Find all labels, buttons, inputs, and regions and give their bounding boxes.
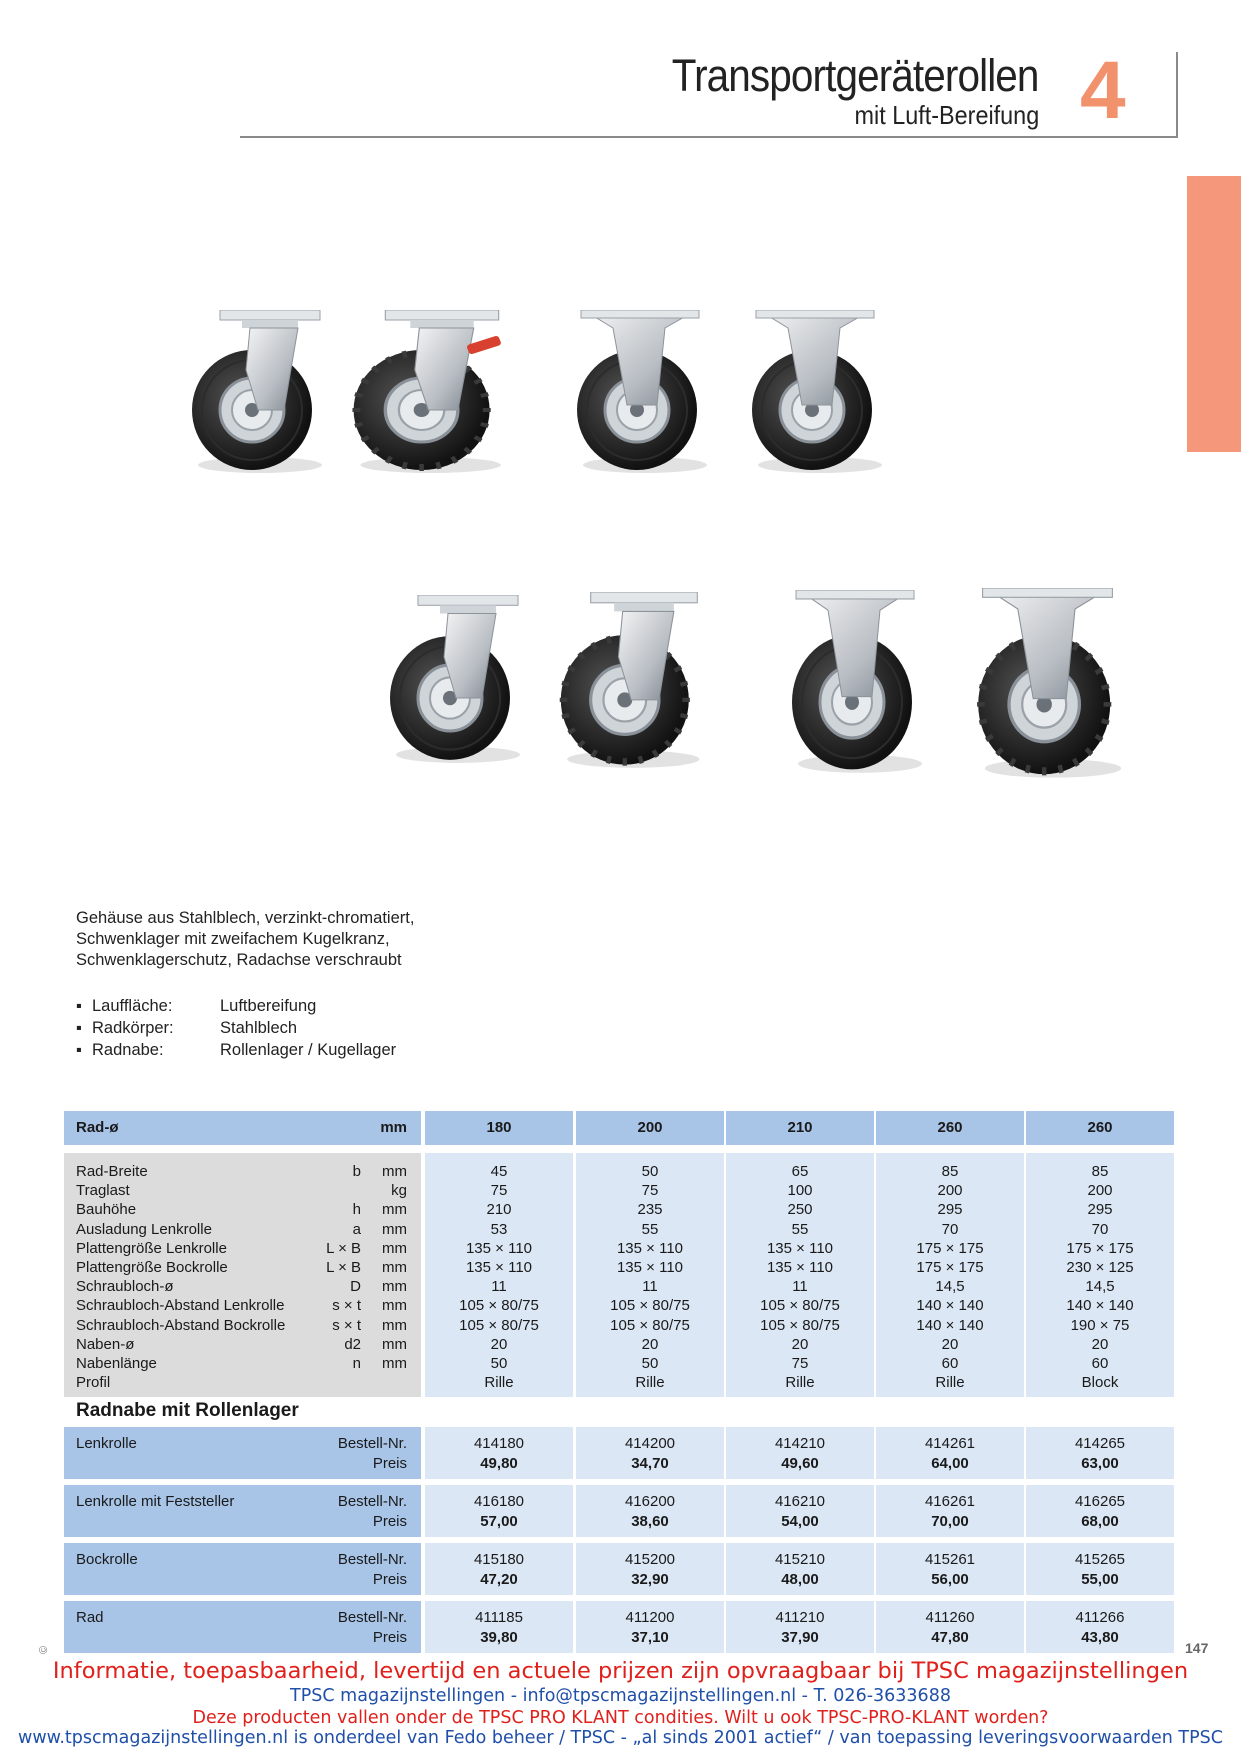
chapter-side-tab: [1187, 176, 1241, 452]
swivel-castor-icon: [548, 592, 708, 770]
spec-label: Schraubloch-ø: [76, 1278, 174, 1296]
page-title: Transportgeräterollen: [672, 50, 1039, 101]
product-price-cell: [726, 1485, 874, 1537]
spec-label: Naben-ø: [76, 1335, 135, 1353]
spec-unit: mm: [382, 1259, 407, 1276]
price: 70,00: [931, 1513, 969, 1530]
product-price-cell: [425, 1543, 573, 1595]
spec-symbol: a: [352, 1220, 361, 1238]
spec-unit: mm: [382, 1239, 407, 1257]
spec-value: 105 × 80/75: [459, 1316, 539, 1334]
spec-value: 75: [641, 1182, 659, 1200]
table-header-label-cell: [64, 1111, 421, 1145]
price: 34,70: [631, 1455, 669, 1472]
product-price-cell: [876, 1543, 1024, 1595]
price: 55,00: [1081, 1571, 1119, 1588]
spec-value: 175 × 175: [916, 1259, 984, 1276]
feature-value: Rollenlager / Kugellager: [220, 1041, 397, 1059]
table-column-header: 260: [1026, 1111, 1174, 1145]
order-number-key: Bestell-Nr.: [337, 1435, 407, 1452]
spec-value: 105 × 80/75: [760, 1297, 840, 1315]
table-column-header: 260: [876, 1111, 1024, 1145]
product-row-label: [64, 1427, 421, 1479]
spec-label: Bauhöhe: [76, 1201, 137, 1219]
table-column-header: 180: [425, 1111, 573, 1145]
product-price-cell: [425, 1485, 573, 1537]
product-price-cell: [876, 1601, 1024, 1653]
spec-value: 295: [937, 1201, 963, 1219]
product-price-cell: [726, 1601, 874, 1653]
spec-value: 20: [490, 1335, 508, 1353]
order-number: 414261: [924, 1435, 976, 1452]
product-price-cell: [1026, 1427, 1174, 1479]
order-number: 414210: [774, 1435, 826, 1452]
product-description: [76, 908, 414, 971]
spec-value: 11: [642, 1278, 658, 1296]
description-line: Gehäuse aus Stahlblech, verzinkt-chromatiert,: [76, 909, 415, 927]
price: 38,60: [631, 1513, 669, 1530]
bullet-icon: ▪: [76, 1041, 82, 1059]
spec-value: 140 × 140: [916, 1316, 984, 1334]
product-row-label: [64, 1543, 421, 1595]
spec-unit: mm: [382, 1297, 407, 1315]
bullet-icon: ▪: [76, 1019, 82, 1037]
spec-row-label: [64, 1354, 421, 1373]
spec-value: 140 × 140: [916, 1297, 984, 1315]
price: 48,00: [781, 1571, 819, 1588]
spec-value: 50: [641, 1163, 659, 1180]
spec-row-label: [64, 1220, 421, 1239]
spec-value: 295: [1087, 1201, 1113, 1219]
spec-unit: mm: [382, 1278, 407, 1296]
spec-label: Plattengröße Bockrolle: [76, 1259, 228, 1276]
price-key: Preis: [372, 1513, 407, 1530]
spec-value: 50: [641, 1355, 659, 1372]
description-line: Schwenklagerschutz, Radachse verschraubt: [76, 951, 402, 969]
product-name: Lenkrolle mit Feststeller: [76, 1493, 235, 1510]
bullet-icon: ▪: [76, 997, 82, 1015]
spec-value: 45: [490, 1163, 508, 1180]
spec-value: Rille: [635, 1374, 665, 1392]
price: 57,00: [480, 1513, 518, 1530]
spec-row-label: [64, 1277, 421, 1296]
spec-value: 14,5: [1085, 1278, 1115, 1296]
fixed-castor-icon: [565, 310, 715, 475]
product-row-label: [64, 1601, 421, 1653]
price: 47,20: [480, 1571, 518, 1588]
order-number: 416210: [774, 1493, 826, 1510]
spec-value: 60: [941, 1355, 959, 1372]
price: 49,60: [781, 1455, 819, 1472]
spec-value: 190 × 75: [1070, 1316, 1130, 1334]
spec-label: Rad-Breite: [76, 1163, 148, 1180]
order-number-key: Bestell-Nr.: [337, 1551, 407, 1568]
spec-value: 135 × 110: [766, 1239, 834, 1257]
order-number: 414265: [1074, 1435, 1126, 1452]
spec-unit: mm: [382, 1201, 407, 1219]
spec-row-label: [64, 1162, 421, 1181]
price: 47,80: [931, 1629, 969, 1646]
spec-row-label: [64, 1181, 421, 1200]
spec-symbol: d2: [344, 1335, 361, 1353]
spec-symbol: s × t: [332, 1316, 361, 1334]
product-price-cell: [726, 1427, 874, 1479]
spec-value: 14,5: [935, 1278, 965, 1296]
spec-unit: kg: [391, 1182, 407, 1200]
order-number: 414200: [624, 1435, 676, 1452]
price: 68,00: [1081, 1513, 1119, 1530]
swivel-castor-icon: [378, 595, 528, 765]
spec-value-column: [576, 1153, 724, 1397]
product-price-cell: [876, 1485, 1024, 1537]
spec-value: Rille: [935, 1374, 965, 1392]
spec-row-label: [64, 1335, 421, 1354]
order-number: 415210: [774, 1551, 826, 1568]
spec-value: 135 × 110: [465, 1259, 533, 1276]
spec-symbol: L × B: [326, 1239, 361, 1257]
spec-label: Profil: [76, 1374, 111, 1392]
spec-label: Traglast: [76, 1182, 130, 1200]
footer-company-line: www.tpscmagazijnstellingen.nl is onderdeel van Fedo beheer / TPSC - „al sinds 2001 actief“ / van toepassing leveringsvoorwaarden TPSC: [18, 1728, 1223, 1748]
spec-value-column: [726, 1153, 874, 1397]
price: 49,80: [480, 1455, 518, 1472]
spec-value: 55: [641, 1220, 659, 1238]
order-number: 416180: [473, 1493, 525, 1510]
spec-value: 105 × 80/75: [760, 1316, 840, 1334]
spec-value: 53: [490, 1220, 508, 1238]
order-number: 411200: [625, 1609, 675, 1626]
order-number: 416200: [624, 1493, 676, 1510]
product-price-cell: [576, 1601, 724, 1653]
spec-symbol: s × t: [332, 1297, 361, 1315]
copyright-mark: ©: [38, 1645, 51, 1655]
spec-symbol: n: [352, 1355, 361, 1372]
product-name: Lenkrolle: [76, 1435, 137, 1452]
product-price-cell: [576, 1543, 724, 1595]
price: 32,90: [631, 1571, 669, 1588]
spec-row-label: [64, 1200, 421, 1219]
spec-value-column: [425, 1153, 573, 1397]
page-subtitle: mit Luft-Bereifung: [854, 100, 1039, 130]
spec-value: 175 × 175: [1066, 1239, 1134, 1257]
feature-label: Lauffläche:: [92, 997, 173, 1015]
page-number: 147: [1185, 1640, 1209, 1656]
price: 56,00: [931, 1571, 969, 1588]
table-column-header: 200: [576, 1111, 724, 1145]
spec-value: 210: [486, 1201, 512, 1219]
spec-value: 60: [1091, 1355, 1109, 1372]
product-price-cell: [726, 1543, 874, 1595]
footer-contact-line: TPSC magazijnstellingen - info@tpscmagazijnstellingen.nl - T. 026-3633688: [290, 1686, 951, 1706]
order-number: 414180: [473, 1435, 525, 1452]
spec-value: 20: [791, 1335, 809, 1353]
spec-value: 20: [1091, 1335, 1109, 1353]
spec-row-label: [64, 1316, 421, 1335]
spec-unit: mm: [382, 1220, 407, 1238]
spec-value: 135 × 110: [616, 1239, 684, 1257]
product-price-cell: [576, 1485, 724, 1537]
spec-value: 105 × 80/75: [459, 1297, 539, 1315]
feature-item: [76, 1039, 396, 1061]
feature-item: [76, 995, 396, 1017]
spec-value: 85: [1091, 1163, 1109, 1180]
spec-symbol: h: [352, 1201, 361, 1219]
product-row-label: [64, 1485, 421, 1537]
table-column-header: 210: [726, 1111, 874, 1145]
spec-value: 65: [791, 1163, 809, 1180]
order-number: 415180: [473, 1551, 525, 1568]
spec-value: 135 × 110: [616, 1259, 684, 1276]
spec-value: 200: [1087, 1182, 1113, 1200]
section-title: Radnabe mit Rollenlager: [76, 1400, 299, 1421]
footer-pro-line: Deze producten vallen onder de TPSC PRO KLANT condities. Wilt u ook TPSC-PRO-KLANT worden?: [192, 1708, 1049, 1728]
spec-value: 135 × 110: [766, 1259, 834, 1276]
price-key: Preis: [372, 1629, 407, 1646]
spec-value: 55: [791, 1220, 809, 1238]
order-number: 416265: [1074, 1493, 1126, 1510]
fixed-castor-icon: [740, 310, 890, 475]
order-number: 411266: [1075, 1609, 1125, 1626]
price-key: Preis: [372, 1571, 407, 1588]
price: 37,10: [631, 1629, 669, 1646]
spec-value: 100: [787, 1182, 813, 1200]
header-rule: [240, 136, 1178, 138]
price: 37,90: [781, 1629, 819, 1646]
spec-value: 230 × 125: [1066, 1259, 1134, 1276]
spec-row-label: [64, 1239, 421, 1258]
spec-value: 70: [1091, 1220, 1109, 1238]
swivel-castor-brake-icon: [340, 310, 510, 475]
fixed-castor-icon: [965, 588, 1130, 780]
price: 39,80: [480, 1629, 518, 1646]
spec-label: Schraubloch-Abstand Lenkrolle: [76, 1297, 285, 1315]
spec-value: 140 × 140: [1066, 1297, 1134, 1315]
spec-value: 105 × 80/75: [610, 1297, 690, 1315]
feature-list: [76, 995, 396, 1061]
header-vertical-rule: [1176, 52, 1178, 138]
price: 43,80: [1081, 1629, 1119, 1646]
order-number: 415261: [924, 1551, 976, 1568]
spec-unit: mm: [382, 1335, 407, 1353]
spec-value: 250: [787, 1201, 813, 1219]
chapter-number: 4: [1080, 45, 1126, 136]
feature-value: Stahlblech: [220, 1019, 298, 1037]
spec-label-column: [64, 1153, 421, 1397]
spec-value: Rille: [785, 1374, 815, 1392]
order-number-key: Bestell-Nr.: [337, 1609, 407, 1626]
spec-value: 11: [792, 1278, 808, 1296]
description-line: Schwenklager mit zweifachem Kugelkranz,: [76, 930, 390, 948]
table-header-label: Rad-ø: [76, 1119, 119, 1136]
product-name: Rad: [76, 1609, 104, 1626]
spec-value: 20: [641, 1335, 659, 1353]
spec-value: 70: [941, 1220, 959, 1238]
spec-unit: mm: [382, 1163, 407, 1180]
order-number: 411210: [775, 1609, 825, 1626]
spec-value: 75: [791, 1355, 809, 1372]
spec-symbol: L × B: [326, 1259, 361, 1276]
spec-row-label: [64, 1296, 421, 1315]
table-header-unit: mm: [380, 1119, 407, 1136]
product-price-cell: [1026, 1601, 1174, 1653]
spec-value: 175 × 175: [916, 1239, 984, 1257]
spec-value: Block: [1081, 1374, 1119, 1392]
order-number: 416261: [924, 1493, 976, 1510]
spec-row-label: [64, 1373, 421, 1392]
order-number: 411185: [475, 1609, 523, 1626]
spec-value-column: [1026, 1153, 1174, 1397]
price-key: Preis: [372, 1455, 407, 1472]
spec-label: Schraubloch-Abstand Bockrolle: [76, 1316, 286, 1334]
feature-value: Luftbereifung: [220, 997, 317, 1015]
spec-value: Rille: [484, 1374, 514, 1392]
product-price-cell: [876, 1427, 1024, 1479]
spec-value: 105 × 80/75: [610, 1316, 690, 1334]
spec-value: 135 × 110: [465, 1239, 533, 1257]
order-number-key: Bestell-Nr.: [337, 1493, 407, 1510]
feature-label: Radkörper:: [92, 1019, 174, 1037]
spec-label: Nabenlänge: [76, 1355, 157, 1372]
price: 64,00: [931, 1455, 969, 1472]
spec-unit: mm: [382, 1355, 407, 1372]
price: 63,00: [1081, 1455, 1119, 1472]
fixed-castor-icon: [780, 590, 930, 775]
spec-symbol: b: [352, 1163, 361, 1180]
spec-label: Ausladung Lenkrolle: [76, 1220, 212, 1238]
spec-unit: mm: [382, 1316, 407, 1334]
footer-info-line: Informatie, toepasbaarheid, levertijd en actuele prijzen zijn opvraagbaar bij TPSC magazijnstellingen: [52, 1658, 1189, 1684]
product-price-cell: [425, 1427, 573, 1479]
spec-row-label: [64, 1258, 421, 1277]
order-number: 411260: [925, 1609, 975, 1626]
product-price-cell: [1026, 1485, 1174, 1537]
spec-value: 235: [637, 1201, 663, 1219]
spec-symbol: D: [350, 1278, 361, 1296]
price: 54,00: [781, 1513, 819, 1530]
spec-value: 20: [941, 1335, 959, 1353]
order-number: 415200: [624, 1551, 676, 1568]
spec-label: Plattengröße Lenkrolle: [76, 1239, 227, 1257]
swivel-castor-icon: [180, 310, 330, 475]
spec-value: 85: [941, 1163, 959, 1180]
spec-value: 75: [490, 1182, 508, 1200]
spec-value: 11: [491, 1278, 507, 1296]
spec-value-column: [876, 1153, 1024, 1397]
spec-value: 200: [937, 1182, 963, 1200]
spec-value: 50: [490, 1355, 508, 1372]
feature-label: Radnabe:: [92, 1041, 164, 1059]
order-number: 415265: [1074, 1551, 1126, 1568]
product-price-cell: [576, 1427, 724, 1479]
product-name: Bockrolle: [76, 1551, 138, 1568]
product-price-cell: [1026, 1543, 1174, 1595]
product-price-cell: [425, 1601, 573, 1653]
feature-item: [76, 1017, 396, 1039]
